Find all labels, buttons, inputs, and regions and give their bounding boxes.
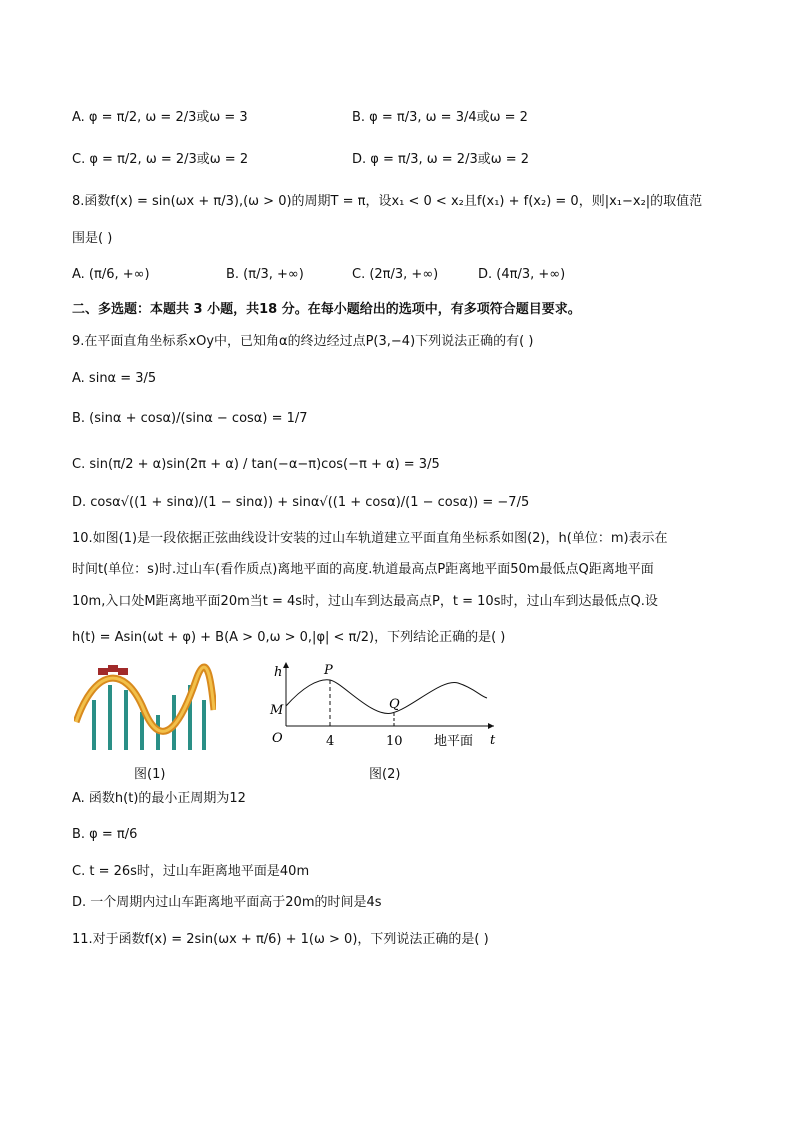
section-heading: 二、多选题：本题共 3 小题，共18 分。在每小题给出的选项中，有多项符合题目要求。 — [72, 302, 581, 317]
q10-line2: 时间t(单位：s)时.过山车(看作质点)离地平面的高度.轨道最高点P距离地平面50m最低点Q距离地平面 — [72, 562, 654, 577]
figure1-caption: 图(1) — [134, 767, 166, 782]
q10-line1: 10.如图(1)是一段依据正弦曲线设计安装的过山车轨道建立平面直角坐标系如图(2)，h(单位：m)表示在 — [72, 531, 668, 546]
label-h: h — [274, 665, 283, 680]
label-o: O — [272, 731, 283, 746]
q8-option-a: A. (π/6, +∞) — [72, 267, 150, 282]
q9-option-c: C. sin(π/2 + α)sin(2π + α) / tan(−α−π)cos(−π + α) = 3/5 — [72, 457, 440, 472]
label-m: M — [270, 703, 284, 718]
q9-option-b: B. (sinα + cosα)/(sinα − cosα) = 1/7 — [72, 411, 308, 426]
q8-option-d: D. (4π/3, +∞) — [478, 267, 566, 282]
q10-option-a: A. 函数h(t)的最小正周期为12 — [72, 791, 246, 806]
q10-option-b: B. φ = π/6 — [72, 827, 138, 842]
q11-stem: 11.对于函数f(x) = 2sin(ωx + π/6) + 1(ω > 0)，下列说法正确的是( ) — [72, 932, 489, 947]
q7-option-b: B. φ = π/3, ω = 3/4或ω = 2 — [352, 110, 528, 125]
q9-option-a: A. sinα = 3/5 — [72, 371, 157, 386]
tick-4: 4 — [326, 734, 335, 749]
q10-option-d: D. 一个周期内过山车距离地平面高于20m的时间是4s — [72, 895, 382, 910]
label-p: P — [324, 663, 333, 678]
q10-option-c: C. t = 26s时，过山车距离地平面是40m — [72, 864, 310, 879]
q8-option-b: B. (π/3, +∞) — [226, 267, 304, 282]
label-t: t — [490, 733, 496, 748]
label-ground: 地平面 — [434, 734, 474, 749]
q10-line4: h(t) = Asin(ωt + φ) + B(A > 0,ω > 0,|φ| < π/2)，下列结论正确的是( ) — [72, 630, 506, 645]
sine-curve — [286, 680, 487, 714]
q8-stem-line2: 围是( ) — [72, 231, 113, 246]
q8-option-c: C. (2π/3, +∞) — [352, 267, 439, 282]
q8-stem-line1: 8.函数f(x) = sin(ωx + π/3),(ω > 0)的周期T = π，设x₁ < 0 < x₂且f(x₁) + f(x₂) = 0，则|x₁−x₂|的取值范 — [72, 194, 703, 209]
tick-10: 10 — [386, 734, 403, 749]
label-q: Q — [389, 697, 400, 712]
q10-line3: 10m,入口处M距离地平面20m当t = 4s时，过山车到达最高点P，t = 10s时，过山车到达最低点Q.设 — [72, 594, 658, 609]
q7-option-d: D. φ = π/3, ω = 2/3或ω = 2 — [352, 152, 530, 167]
q9-stem: 9.在平面直角坐标系xOy中，已知角α的终边经过点P(3,−4)下列说法正确的有( ) — [72, 334, 534, 349]
q7-option-a: A. φ = π/2, ω = 2/3或ω = 3 — [72, 110, 248, 125]
figure2-caption: 图(2) — [369, 767, 401, 782]
roller-coaster-image — [74, 660, 216, 752]
q7-option-c: C. φ = π/2, ω = 2/3或ω = 2 — [72, 152, 249, 167]
q9-option-d: D. cosα√((1 + sinα)/(1 − sinα)) + sinα√((1 + cosα)/(1 − cosα)) = −7/5 — [72, 495, 530, 510]
sine-graph — [262, 658, 502, 750]
